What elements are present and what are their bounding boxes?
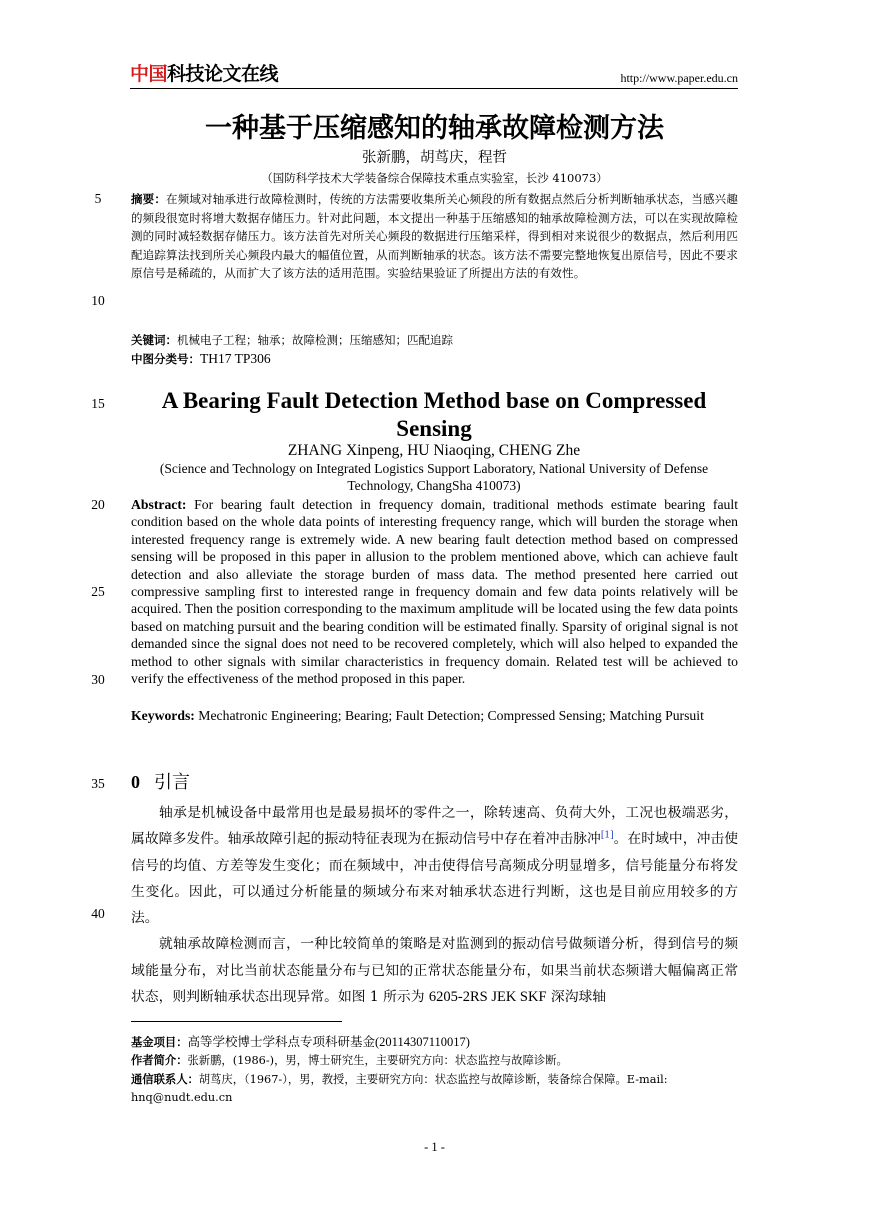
classification-label: 中图分类号：	[131, 352, 200, 366]
page-number: - 1 -	[424, 1140, 445, 1154]
chinese-affiliation: （国防科学技术大学装备综合保障技术重点实验室，长沙 410073）	[261, 171, 608, 185]
english-abstract-label: Abstract:	[131, 497, 187, 512]
page-header	[130, 62, 738, 89]
line-number: 30	[91, 672, 105, 687]
english-abstract-text: For bearing fault detection in frequency domain, traditional methods estimate bearing fault condition based on the whole data points of interesting frequency range, which will burden the storage when interested frequency range is extremely wide. A new bearing fault detection method based on compressed sensing will be proposed in this paper in allusion to the problem mentioned above, which can achieve fault detection and also alleviate the storage burden of mass data. The method presented here carried out compressive sampling first to interested range in frequency domain and few data points relatively will be acquired. Then the position corresponding to the maximum amplitude will be located using the few data points based on matching pursuit and the bearing condition will be estimated finally. Sparsity of original signal is not demanded since the signal does not need to be recovered completely, which will also helped to expanded the method to other signals with similar characteristics in frequency domain. Related test will be achieved to verify the effectiveness of the method proposed in this paper.	[131, 497, 738, 687]
english-authors: ZHANG Xinpeng, HU Niaoqing, CHENG Zhe	[287, 442, 581, 459]
chinese-keywords-text: 机械电子工程；轴承；故障检测；压缩感知；匹配追踪	[177, 333, 453, 347]
footnote-contact-text: 胡茑庆，（1967-），男，教授，主要研究方向：状态监控与故障诊断，装备综合保障。E-mail: hnq@nudt.edu.cn	[131, 1072, 668, 1105]
line-number: 40	[91, 906, 105, 921]
section-heading	[131, 770, 190, 795]
paragraph-text: 轴承是机械设备中最常用也是最易损坏的零件之一，除转速高、负荷大外，工况也极端恶劣，属故障多发件。轴承故障引起的振动特征表现为在振动信号中存在着冲击脉冲	[131, 805, 738, 848]
paragraph	[131, 931, 738, 1010]
english-affiliation: (Science and Technology on Integrated Logistics Support Laboratory, National University of Defense Technology, ChangSha 410073)	[159, 461, 709, 493]
chinese-keywords	[131, 331, 738, 349]
english-title: A Bearing Fault Detection Method base on Compressed Sensing	[161, 388, 707, 441]
chinese-abstract-label: 摘要：	[131, 192, 167, 206]
footnote-author-text: 张新鹏，(1986-)，男，博士研究生，主要研究方向：状态监控与故障诊断。	[187, 1054, 568, 1068]
body-text	[131, 800, 738, 1010]
footnote-funding-text: 高等学校博士学科点专项科研基金(20114307110017)	[187, 1035, 470, 1049]
site-url: http://www.paper.edu.cn	[620, 71, 738, 85]
footnote-funding	[131, 1033, 738, 1052]
line-number: 5	[94, 191, 102, 206]
citation-link[interactable]: [1]	[600, 830, 614, 841]
chinese-title: 一种基于压缩感知的轴承故障检测方法	[205, 113, 664, 144]
chinese-keywords-label: 关键词：	[131, 333, 177, 347]
chinese-abstract-text: 在频域对轴承进行故障检测时，传统的方法需要收集所关心频段的所有数据点然后分析判断轴承状态，当感兴趣的频段很宽时将增大数据存储压力。针对此问题，本文提出一种基于压缩感知的轴承故障检测方法，可以在实现故障检测的同时减轻数据存储压力。该方法首先对所关心频段的数据进行压缩采样，得到相对来说很少的数据点，然后利用匹配追踪算法找到所关心频段内最大的幅值位置，从而判断轴承的状态。该方法不需要完整地恢复出原信号，因此不要求原信号是稀疏的，从而扩大了该方法的适用范围。实验结果验证了所提出方法的有效性。	[131, 192, 739, 281]
line-number: 35	[91, 776, 105, 791]
section-title: 引言	[154, 772, 190, 793]
line-number: 15	[91, 396, 105, 411]
logo-black-part: 科技论文在线	[167, 63, 279, 85]
line-number: 25	[91, 584, 105, 599]
paragraph-text: 。在时域中，冲击使信号的均值、方差等发生变化；而在频域中，冲击使得信号高频成分明显增多，信号能量分布将发生变化。因此，可以通过分析能量的频域分布来对轴承状态进行判断，这也是目前应用较多的方法。	[131, 831, 739, 927]
site-logo	[130, 63, 278, 85]
paragraph-text: 就轴承故障检测而言，一种比较简单的策略是对监测到的振动信号做频谱分析，得到信号的频域能量分布，对比当前状态能量分布与已知的正常状态能量分布，如果当前状态频谱大幅偏离正常状态，则判断轴承状态出现异常。如图 1 所示为	[131, 936, 738, 1006]
footnotes	[131, 1033, 738, 1108]
chinese-abstract	[131, 190, 738, 283]
line-number: 20	[91, 497, 105, 512]
footnote-contact	[131, 1071, 738, 1108]
classification-value: TH17 TP306	[200, 351, 271, 366]
footnote-author-label: 作者简介：	[131, 1054, 188, 1068]
section-number: 0	[131, 772, 140, 792]
chinese-authors: 张新鹏，胡茑庆，程哲	[362, 150, 507, 166]
paragraph	[131, 800, 738, 931]
footnote-funding-label: 基金项目：	[131, 1036, 188, 1049]
footnote-author	[131, 1052, 738, 1070]
english-keywords	[131, 707, 738, 724]
classification-number	[131, 350, 738, 368]
english-abstract	[131, 496, 738, 687]
bearing-model: 6205-2RS JEK SKF	[428, 989, 547, 1006]
line-number: 10	[91, 293, 105, 308]
english-keywords-label: Keywords:	[131, 708, 195, 723]
footnote-rule	[131, 1021, 342, 1022]
footnote-contact-label: 通信联系人：	[131, 1072, 199, 1086]
logo-red-part: 中国	[130, 63, 168, 85]
paragraph-text: 深沟球轴	[546, 989, 607, 1006]
english-keywords-text: Mechatronic Engineering; Bearing; Fault Detection; Compressed Sensing; Matching Pursuit	[194, 708, 704, 723]
